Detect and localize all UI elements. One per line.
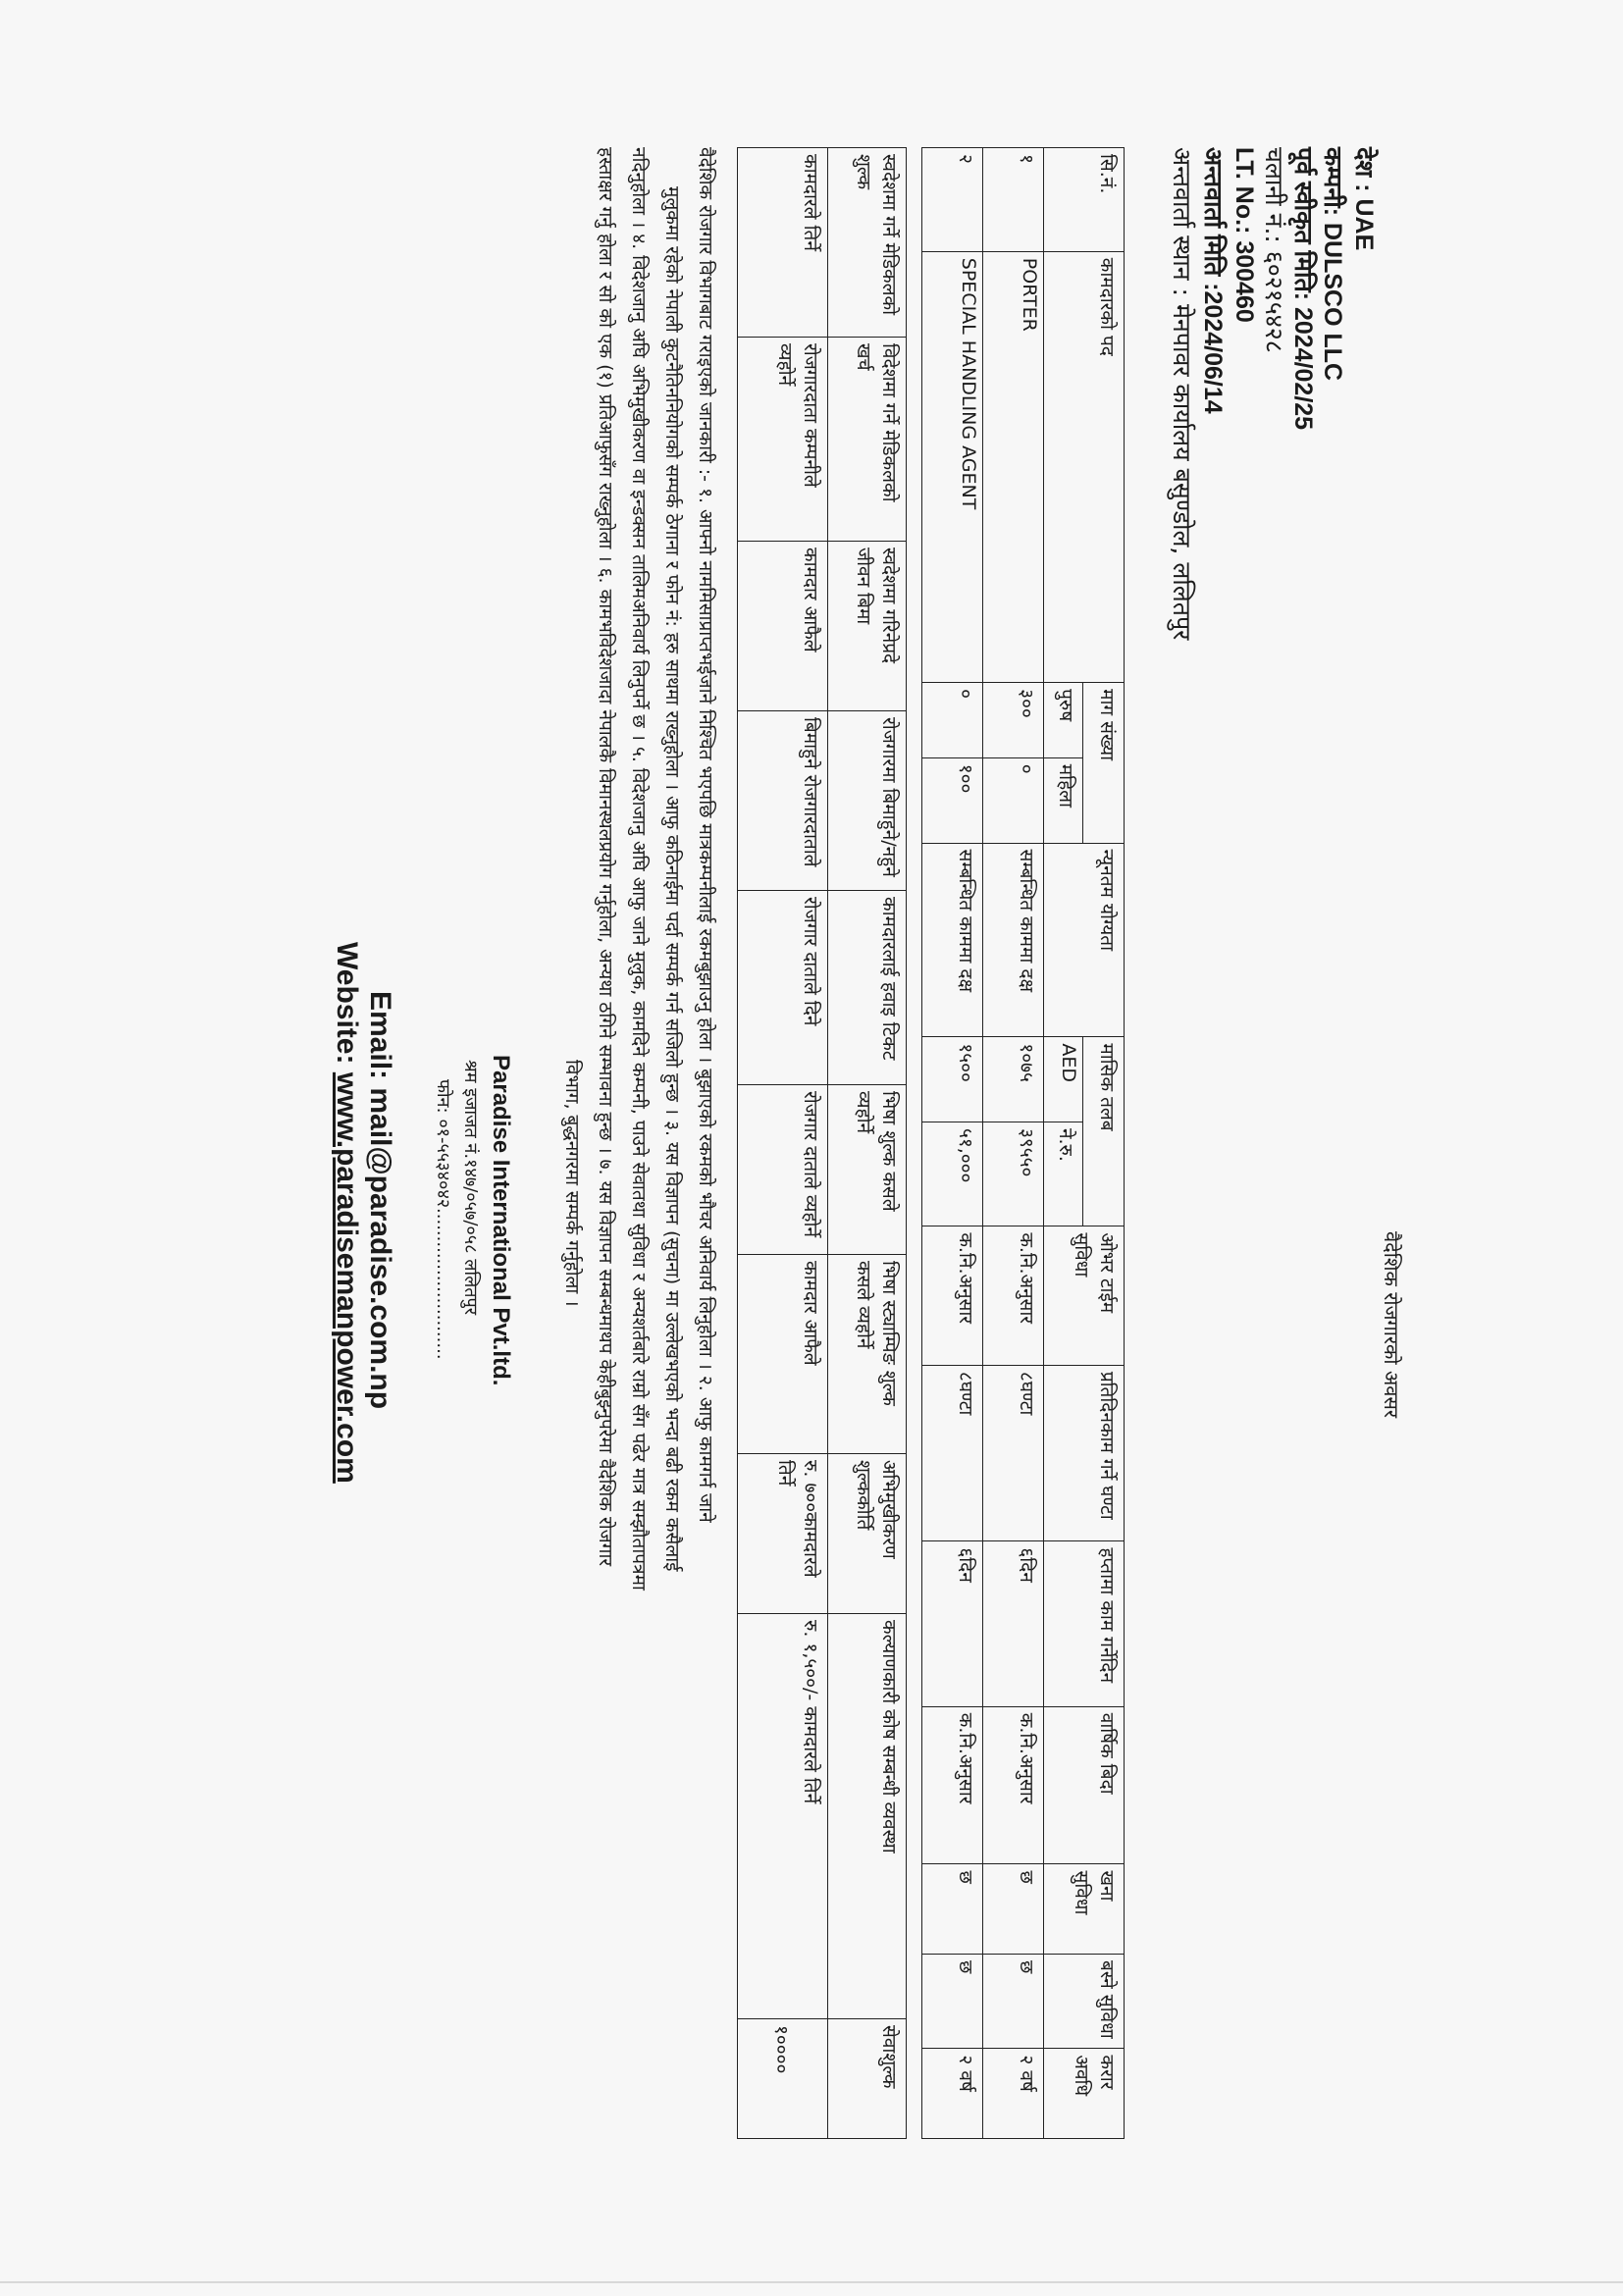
cost-value-foreign-medical: रोजगारदाता कम्पनीले व्यहोर्ने <box>738 338 828 542</box>
cost-header-air-ticket: कामदारलाई हवाइ टिकट <box>828 891 907 1085</box>
header-chalani: चलानी नं.: ६०२१५४२८ <box>1260 147 1288 353</box>
col-sn: सि.नं. <box>1044 148 1125 252</box>
cell-post: PORTER <box>983 251 1044 682</box>
header-interview-date: अन्तवार्ता मिति :2024/06/14 <box>1199 147 1227 414</box>
col-weekly-days: हप्तामा काम गर्नेदिन <box>1044 1541 1125 1706</box>
cell-aed: १५०० <box>922 1037 983 1122</box>
job-table <box>921 147 1125 2139</box>
table-row <box>922 148 983 2139</box>
header-company: कम्पनी: DULSCO LLC <box>1319 147 1346 382</box>
cost-value-air-ticket: रोजगार दाताले दिने <box>738 891 828 1085</box>
cost-value-service-fee: १०००० <box>738 2019 828 2139</box>
cell-overtime: क.नि.अनुसार <box>983 1226 1044 1365</box>
col-post: कामदारको पद <box>1044 251 1125 682</box>
cost-header-welfare-fund: कल्याणकारी कोष सम्बन्धी व्यवस्था <box>828 1614 907 2019</box>
cell-food: छ <box>983 1864 1044 1955</box>
col-demand: माग संख्या <box>1083 683 1125 843</box>
costs-table <box>737 147 907 2139</box>
cost-value-visa-stamping: कामदार आफैले <box>738 1255 828 1454</box>
cost-header-orientation: अभिमुखीकरण शुल्ककोर्ति <box>828 1454 907 1614</box>
cell-qualification: सम्बन्धित काममा दक्ष <box>922 843 983 1037</box>
cost-value-orientation: रु. ७००कामदारले तिर्ने <box>738 1454 828 1614</box>
cost-value-domestic-medical: कामदारले तिर्ने <box>738 148 828 338</box>
col-daily-hours: प्रतिदिनकाम गर्ने घण्टा <box>1044 1365 1125 1540</box>
costs-value-row <box>738 148 828 2139</box>
cost-header-visa-stamping: भिषा स्ट्याम्पिङ शुल्क कसले व्यहोर्ने <box>828 1255 907 1454</box>
col-accommodation: बस्ने सुविधा <box>1044 1955 1125 2049</box>
cost-value-visa-fee: रोजगार दाताले व्यहोर्ने <box>738 1085 828 1255</box>
document-title: वैदेशिक रोजगारको अवसर <box>1380 1231 1403 1419</box>
cost-header-life-insurance: स्वदेशमा गरिनेप्रदे जीवन बिमा <box>828 542 907 711</box>
page-edge-divider <box>0 2281 1623 2283</box>
footer-phone: फोन: ०१-५५३४०४२........................... <box>433 1079 453 1360</box>
cell-days: ६दिन <box>922 1541 983 1706</box>
col-male: पुरुष <box>1044 683 1083 758</box>
cell-post: SPECIAL HANDLING AGENT <box>922 251 983 682</box>
cost-header-visa-fee: भिषा शुल्क कसले व्यहोर्ने <box>828 1085 907 1255</box>
cell-npr: ५१,००० <box>922 1122 983 1226</box>
cell-qualification: सम्बन्धित काममा दक्ष <box>983 843 1044 1037</box>
notice-text <box>555 147 722 2149</box>
col-female: महिला <box>1044 757 1083 843</box>
col-salary: मासिक तलब <box>1083 1037 1125 1226</box>
table-row <box>983 148 1044 2139</box>
notice-line-5: विभाग, बुद्धनगरमा सम्पर्क गर्नुहोला । <box>561 1060 583 1307</box>
cell-npr: ३९५५० <box>983 1122 1044 1226</box>
cell-aed: १०७५ <box>983 1037 1044 1122</box>
notice-line-4: हस्ताक्षर गर्नु होला र सो को एक (१) प्रतिआफुसँग राख्नुहोला । ६. कामभविदेशजादा नेपालकै विमानस्थलप्रयोग गर्नुहोला, अन्यथा ठगिने सम्भावना हुन्छ । ७. यस विज्ञापन सम्बन्धमाथप केहीबुझ्नुपरेमा वैदेशिक रोजगार <box>595 147 616 1567</box>
col-annual-leave: वार्षिक बिदा <box>1044 1706 1125 1864</box>
header-interview-place: अन्तवार्ता स्थान : मेनपावर कार्यालय बसुण्डोल, ललितपुर <box>1168 147 1196 641</box>
cell-food: छ <box>922 1864 983 1955</box>
footer-email: Email: mail@paradise.com.np <box>364 991 396 1410</box>
cell-contract: २ वर्ष <box>983 2049 1044 2139</box>
col-food: खना सुविधा <box>1044 1864 1125 1955</box>
cost-value-welfare-fund: रु. १,५००/- कामदारले तिर्ने <box>738 1614 828 2019</box>
notice-line-3: नदिनुहोला । ४. विदेशजानु अघि अभिमुखीकरण वा इन्डक्सन तालिमअनिवार्य लिनुपर्ने छ । ५. विदेशजानु अघि आफु जाने मुलुक, कामदिने कम्पनी, पाउने सेवातथा सुविधा र अन्यशर्तबारे राम्रो सँग पढेर मात्र सम्झौतापत्रमा <box>628 147 650 1591</box>
cost-header-employment-insurance: रोजगारमा बिमाहुने/नहुने <box>828 711 907 891</box>
notice-line-2: मुलुकमा रहेको नेपाली कुटनैतिननियोगको सम्पर्क ठेगाना र फोन नं: हरु साथमा राख्नुहोला । आफु कठिनाईमा पर्दा सम्पर्क गर्न सजिलो हुन्छ । ३. यस विज्ञापन (सुचना) मा उल्लेखभएको भन्दा बढी रकम कसैलाई <box>661 186 683 1572</box>
cell-accommodation: छ <box>983 1955 1044 2049</box>
cell-male: ० <box>922 683 983 758</box>
cost-value-life-insurance: कामदार आफैले <box>738 542 828 711</box>
notice-line-1: वैदेशिक रोजगार विभागबाट गराइएको जानकारी :- १. आफ्नो नाममिसाप्राप्तभईजाने निश्चित भएपछि मात्रकम्पनीलाई रकमबुझाउनु होला । बुझाएको रकमको भौचर अनिवार्य लिनुहोला । २. आफु कामगर्न जाने <box>695 147 716 1523</box>
cell-sn: २ <box>922 148 983 252</box>
footer-website-label: Website: <box>331 942 363 1072</box>
cell-accommodation: छ <box>922 1955 983 2049</box>
cell-sn: १ <box>983 148 1044 252</box>
cell-days: ६दिन <box>983 1541 1044 1706</box>
cell-female: ० <box>983 757 1044 843</box>
header-approval-date: पूर्व स्वीकृत मिति: 2024/02/25 <box>1289 147 1317 431</box>
costs-header-row <box>828 148 907 2139</box>
cell-overtime: क.नि.अनुसार <box>922 1226 983 1365</box>
header-country: देश : UAE <box>1350 147 1378 251</box>
col-aed: AED <box>1044 1037 1083 1122</box>
cell-hours: ८घण्टा <box>922 1365 983 1540</box>
cost-header-domestic-medical: स्वदेशमा गर्ने मेडिकलको शुल्क <box>828 148 907 338</box>
cell-leave: क.नि.अनुसार <box>983 1706 1044 1864</box>
col-contract: करार अवधि <box>1044 2049 1125 2139</box>
cost-header-service-fee: सेवाशुल्क <box>828 2019 907 2139</box>
footer-block <box>432 1055 514 1452</box>
footer-company: Paradise International Pvt.ltd. <box>488 1055 514 1386</box>
footer-website-link[interactable]: www.paradisemanpower.com <box>331 1071 363 1484</box>
footer-license: श्रम इजाजत नं.१४७/०५७/०५८ ललितपुर <box>460 1060 481 1316</box>
col-overtime: ओभर टाईम सुविधा <box>1044 1226 1125 1365</box>
col-npr: ने.रु. <box>1044 1122 1083 1226</box>
cost-value-employment-insurance: बिमाहुने रोजगारदाताले <box>738 711 828 891</box>
cost-header-foreign-medical: विदेशमा गर्ने मेडिकलको खर्च <box>828 338 907 542</box>
cell-female: १०० <box>922 757 983 843</box>
col-qualification: न्यूनतम योग्यता <box>1044 843 1125 1037</box>
header-lt-number: LT. No.: 300460 <box>1230 147 1258 323</box>
cell-contract: २ वर्ष <box>922 2049 983 2139</box>
footer-website <box>330 942 363 1484</box>
cell-leave: क.नि.अनुसार <box>922 1706 983 1864</box>
cell-hours: ८घण्टा <box>983 1365 1044 1540</box>
cell-male: ३०० <box>983 683 1044 758</box>
